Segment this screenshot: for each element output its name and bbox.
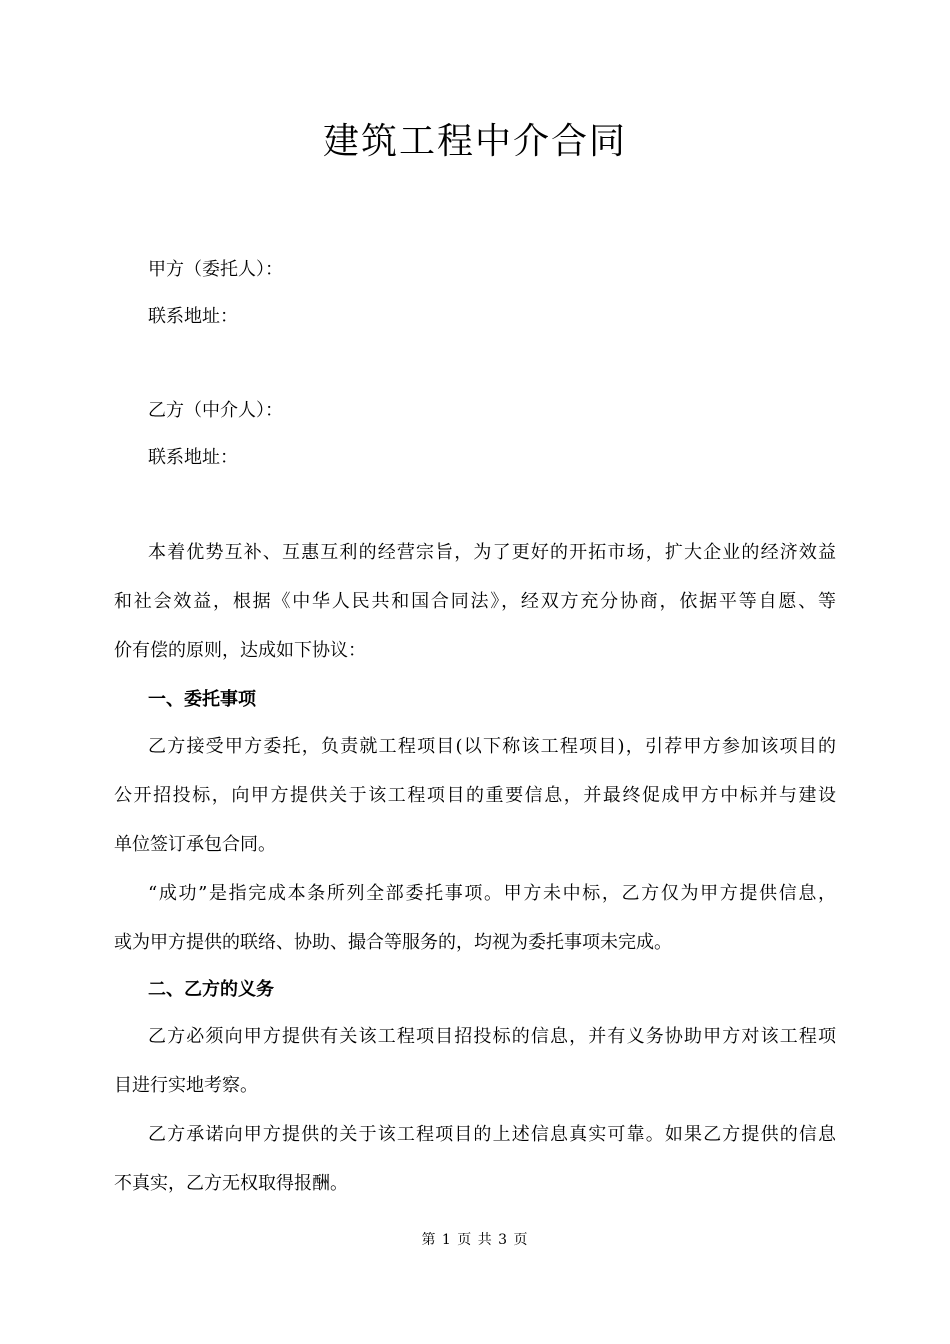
preamble-line: 和社会效益，根据《中华人民共和国合同法》，经双方充分协商，依据平等自愿、等 xyxy=(114,591,836,612)
section-2-paragraph-line: 乙方必须向甲方提供有关该工程项目招投标的信息，并有义务协助甲方对该工程项 xyxy=(148,1026,836,1047)
document-title: 建筑工程中介合同 xyxy=(322,121,627,162)
party-a-address-label: 联系地址： xyxy=(148,306,238,327)
page-footer: 第 1 页 共 3 页 xyxy=(421,1232,529,1248)
section-1-paragraph-line: 乙方接受甲方委托，负责就工程项目(以下称该工程项目)，引荐甲方参加该项目的 xyxy=(148,736,836,757)
section-2-paragraph-line: 不真实，乙方无权取得报酬。 xyxy=(114,1173,348,1194)
section-1-heading: 一、委托事项 xyxy=(148,689,256,710)
section-2-paragraph-line: 目进行实地考察。 xyxy=(114,1075,258,1096)
section-1-paragraph-line: 或为甲方提供的联络、协助、撮合等服务的，均视为委托事项未完成。 xyxy=(114,932,672,953)
section-2-paragraph-line: 乙方承诺向甲方提供的关于该工程项目的上述信息真实可靠。如果乙方提供的信息 xyxy=(148,1124,836,1145)
section-1-paragraph-line: 单位签订承包合同。 xyxy=(114,834,276,855)
preamble-line: 本着优势互补、互惠互利的经营宗旨，为了更好的开拓市场，扩大企业的经济效益 xyxy=(148,542,836,563)
party-b-address-label: 联系地址： xyxy=(148,447,238,468)
party-b-label: 乙方（中介人）： xyxy=(148,400,283,421)
section-1-paragraph-line: 公开招投标，向甲方提供关于该工程项目的重要信息，并最终促成甲方中标并与建设 xyxy=(114,785,836,806)
section-2-heading: 二、乙方的义务 xyxy=(148,979,274,1000)
preamble-line: 价有偿的原则，达成如下协议： xyxy=(114,640,366,661)
section-1-paragraph-line: “成功”是指完成本条所列全部委托事项。甲方未中标，乙方仅为甲方提供信息， xyxy=(148,883,836,904)
party-a-label: 甲方（委托人）： xyxy=(148,259,283,280)
